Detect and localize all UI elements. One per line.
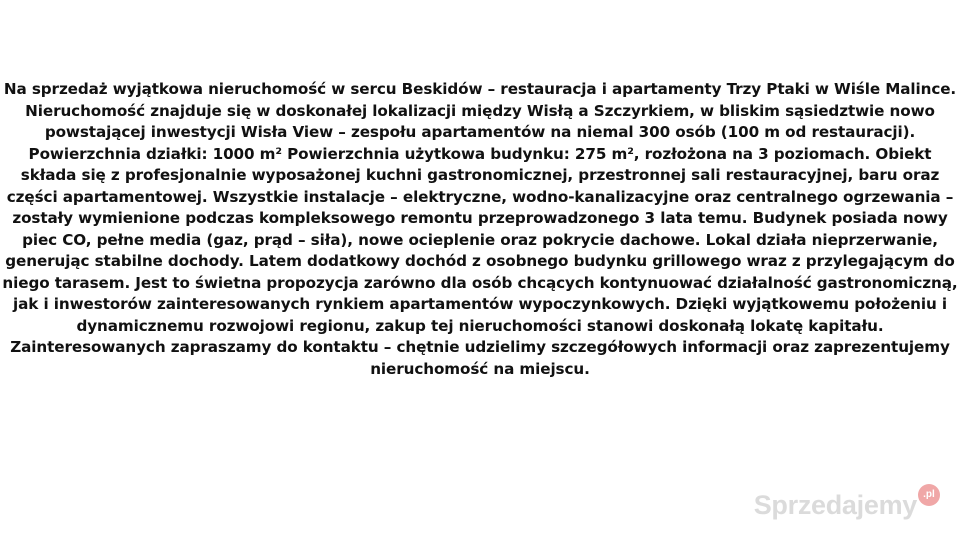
- listing-description-text: Na sprzedaż wyjątkowa nieruchomość w sercu Beskidów – restauracja i apartamenty Trzy Ptaki w Wiśle Malince. Nieruchomość znajduje się w doskonałej lokalizacji między Wisłą a Szczyrkiem, w bliskim sąsiedztwie nowo powstającej inwestycji Wisła View – zespołu apartamentów na niemal 300 osób (100 m od restauracji). Powierzchnia działki: 1000 m² Powierzchnia użytkowa budynku: 275 m², rozłożona na 3 poziomach. Obiekt składa się z profesjonalnie wyposażonej kuchni gastronomicznej, przestronnej sali restauracyjnej, baru oraz części apartamentowej. Wszystkie instalacje – elektryczne, wodno-kanalizacyjne oraz centralnego ogrzewania – zostały wymienione podczas kompleksowego remontu przeprowadzonego 3 lata temu. Budynek posiada nowy piec CO, pełne media (gaz, prąd – siła), nowe ocieplenie oraz pokrycie dachowe. Lokal działa nieprzerwanie, generując stabilne dochody. Latem dodatkowy dochód z osobnego budynku grillowego wraz z przylegającym do niego tarasem. Jest to świetna propozycja zarówno dla osób chcących kontynuować działalność gastronomiczną, jak i inwestorów zainteresowanych rynkiem apartamentów wypoczynkowych. Dzięki wyjątkowemu położeniu i dynamicznemu rozwojowi regionu, zakup tej nieruchomości stanowi doskonałą lokatę kapitału. Zainteresowanych zapraszamy do kontaktu – chętnie udzielimy szczegółowych informacji oraz zaprezentujemy nieruchomość na miejscu.: [2, 80, 958, 378]
- watermark-badge: .pl: [918, 484, 940, 506]
- watermark-text: Sprzedajemy: [753, 490, 917, 520]
- sprzedajemy-watermark: [754, 490, 940, 521]
